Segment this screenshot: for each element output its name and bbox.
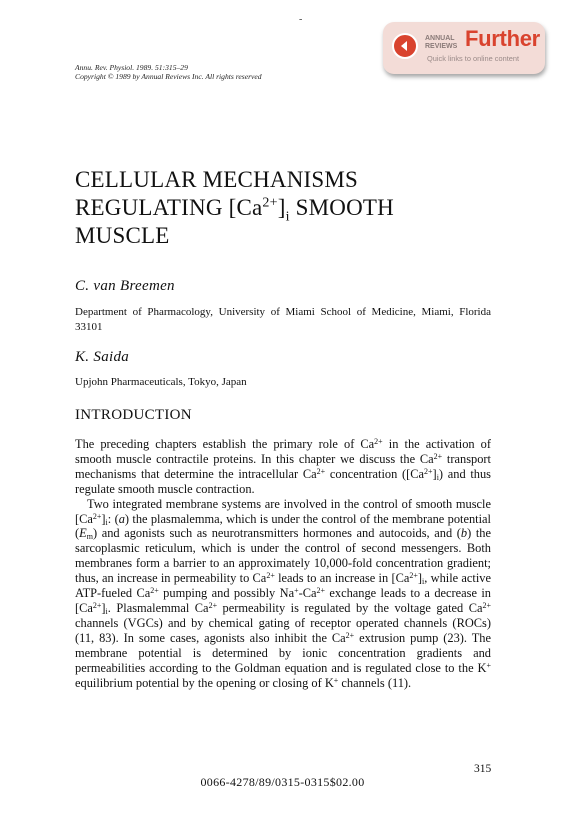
title-bracket: ] <box>277 195 286 220</box>
further-label: Further <box>465 26 540 51</box>
author-affiliation: Upjohn Pharmaceuticals, Tokyo, Japan <box>75 376 247 388</box>
journal-citation-line: Annu. Rev. Physiol. 1989. 51:315–29 <box>75 63 188 72</box>
copyright-line: Copyright © 1989 by Annual Reviews Inc. All rights reserved <box>75 72 262 82</box>
logo-annual-text: ANNUAL <box>425 35 455 42</box>
section-heading: INTRODUCTION <box>75 407 192 423</box>
back-arrow-icon <box>392 33 418 59</box>
title-subscript: i <box>285 209 290 225</box>
author-name: K. Saida <box>75 349 130 365</box>
further-online-badge[interactable] <box>383 22 545 74</box>
title-superscript: 2+ <box>262 195 278 211</box>
annual-reviews-logo <box>425 35 457 50</box>
page-dash-mark: - <box>299 14 303 25</box>
article-code: 0066-4278/89/0315-0315$02.00 <box>200 775 365 789</box>
title-line-3: MUSCLE <box>75 223 170 248</box>
title-line-2-start: REGULATING [Ca <box>75 195 263 220</box>
body-text <box>75 437 491 690</box>
paragraph: Two integrated membrane systems are involved in the control of smooth muscle $[Ca^{2+}]_i$: (a) the plasmalemma, which is under the control of the membrane potential $(E_m)$ and agonists such as neurotransmitters hormones and autocoids, and (b) the sarcoplasmic reticulum, which is under the control of second messengers. Both membranes form a barrier to an approximately 10,000-fold concentration gradient; thus, an increase in permeability to $Ca^{2+}$ leads to an increase in $[Ca^{2+}]_i$, while active ATP-fueled $Ca^{2+}$ pumping and possibly $Na^+-Ca^{2+}$ exchange leads to a decrease in $[Ca^{2+}]_i$. Plasmalemmal $Ca^{2+}$ permeability is regulated by the voltage gated $Ca^{2+}$ channels (VGCs) and by chemical gating of receptor operated channels (ROCs) (11, 83). In some cases, agonists also inhibit the $Ca^{2+}$ extrusion pump (23). The membrane potential is determined by ionic concentration gradients and permeabilities according to the Goldman equation and is regulated close to the K+ equilibrium potential by the opening or closing of K+ channels (11). <box>75 496 491 690</box>
title-line-1: CELLULAR MECHANISMS <box>75 167 359 192</box>
further-subtitle: Quick links to online content <box>427 54 520 63</box>
page-number: 315 <box>474 763 492 775</box>
title-line-2-end: SMOOTH <box>289 195 394 220</box>
journal-citation <box>75 63 262 82</box>
logo-reviews-text: REVIEWS <box>425 42 458 50</box>
paragraph: The preceding chapters establish the primary role of $Ca^{2+}$ in the activation of smooth muscle contractile proteins. In this chapter we discuss the $Ca^{2+}$ transport mechanisms that determine the intracellular $Ca^{2+}$ concentration $([Ca^{2+}]_i)$ and thus regulate smooth muscle contraction. <box>75 437 492 496</box>
author-name: C. van Breemen <box>75 278 175 294</box>
author-affiliation: Department of Pharmacology, University of Miami School of Medicine, Miami, Florida 33101 <box>75 306 491 333</box>
article-title <box>75 166 394 250</box>
